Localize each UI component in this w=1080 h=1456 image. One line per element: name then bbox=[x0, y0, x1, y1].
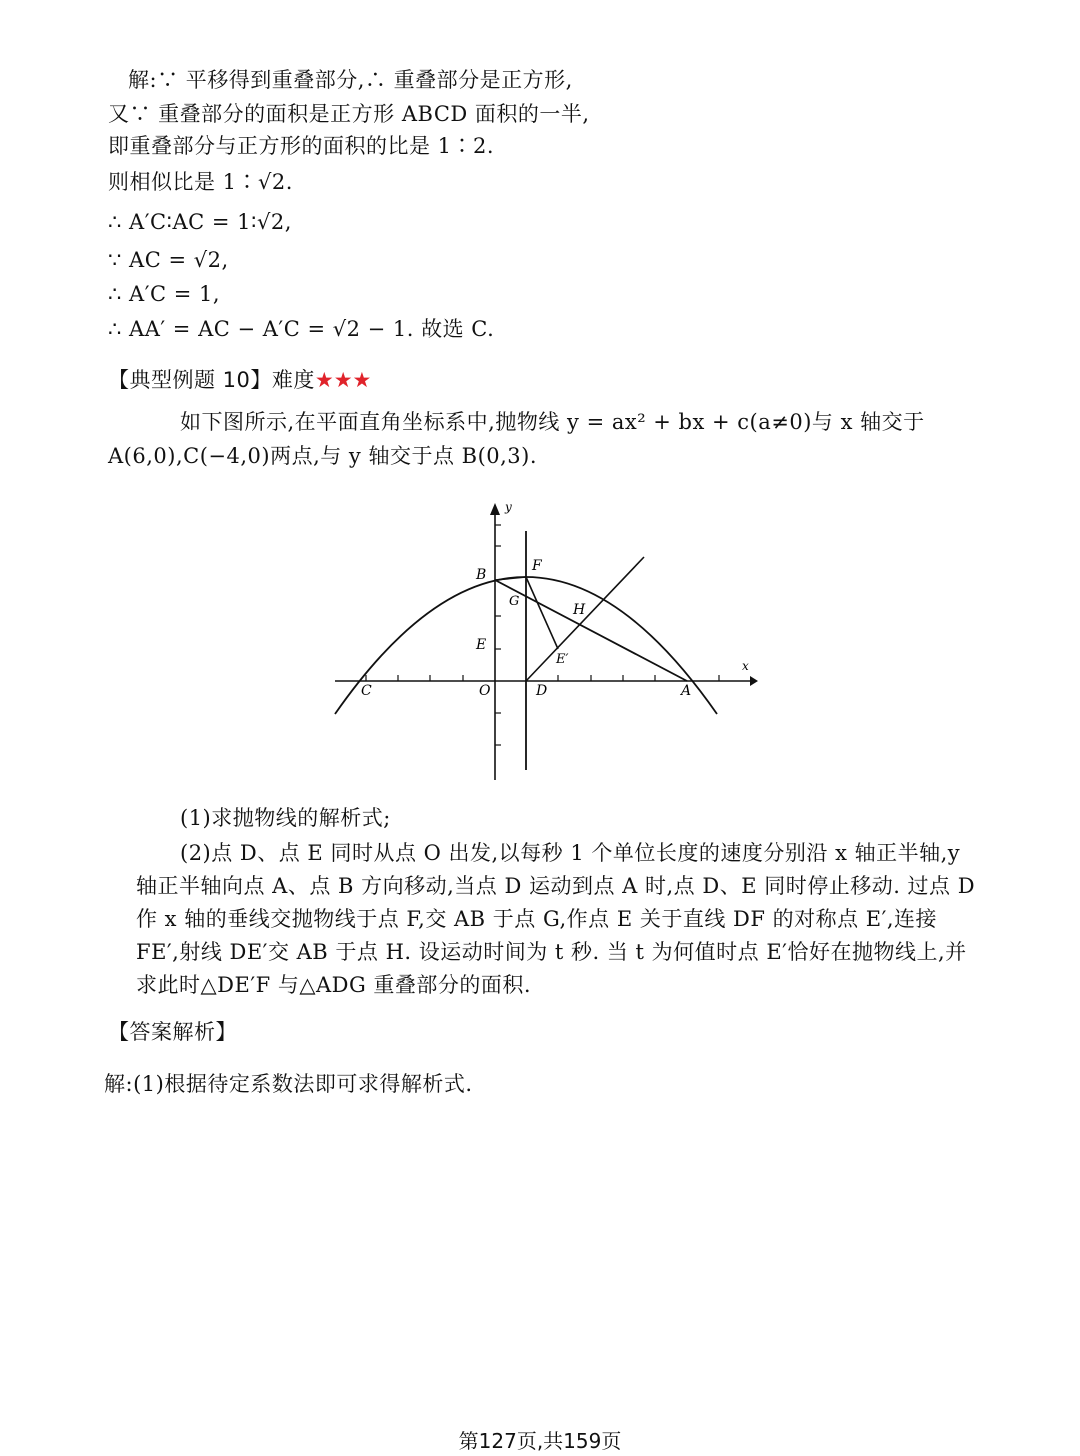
label-D: D bbox=[536, 683, 548, 699]
solution-line-4: 则相似比是 1∶√2. bbox=[108, 170, 293, 194]
label-E-prime: E′ bbox=[556, 652, 569, 667]
label-E: E bbox=[476, 637, 487, 653]
y-ticks bbox=[495, 525, 501, 745]
solution-line-8: ∴ AA′ = AC − A′C = √2 − 1. 故选 C. bbox=[108, 317, 495, 341]
label-x: x bbox=[742, 659, 749, 673]
answer-line-1: 解:(1)根据待定系数法即可求得解析式. bbox=[104, 1072, 473, 1096]
solution-line-1: 解:∵ 平移得到重叠部分,∴ 重叠部分是正方形, bbox=[128, 68, 573, 92]
question-1: (1)求抛物线的解析式; bbox=[180, 806, 391, 830]
solution-line-5: ∴ A′C∶AC = 1∶√2, bbox=[108, 210, 292, 234]
solution-line-6: ∵ AC = √2, bbox=[108, 248, 229, 272]
y-axis-arrow bbox=[490, 503, 500, 515]
question-2-line-1: (2)点 D、点 E 同时从点 O 出发,以每秒 1 个单位长度的速度分别沿 x 轴正半轴,y bbox=[180, 841, 961, 865]
segment-FE-prime bbox=[526, 577, 558, 649]
label-y: y bbox=[505, 500, 512, 514]
label-C: C bbox=[361, 683, 372, 699]
label-O: O bbox=[479, 683, 491, 699]
question-2-line-4: FE′,射线 DE′交 AB 于点 H. 设运动时间为 t 秒. 当 t 为何值时点 E′恰好在抛物线上,并 bbox=[136, 940, 967, 964]
solution-line-2: 又∵ 重叠部分的面积是正方形 ABCD 面积的一半, bbox=[108, 102, 590, 126]
ray-DE-prime bbox=[526, 557, 644, 681]
difficulty-stars: ★★★ bbox=[314, 368, 372, 392]
segment-AB bbox=[495, 580, 687, 681]
label-B: B bbox=[476, 567, 487, 583]
label-F: F bbox=[532, 558, 542, 574]
x-ticks bbox=[366, 675, 719, 681]
example-heading-text: 【典型例题 10】难度 bbox=[108, 368, 315, 392]
label-A: A bbox=[681, 683, 692, 699]
coordinate-figure bbox=[330, 495, 760, 785]
solution-line-7: ∴ A′C = 1, bbox=[108, 282, 221, 306]
problem-line-1: 如下图所示,在平面直角坐标系中,抛物线 y = ax² + bx + c(a≠0)与 x 轴交于 bbox=[180, 410, 925, 434]
question-2-line-2: 轴正半轴向点 A、点 B 方向移动,当点 D 运动到点 A 时,点 D、E 同时停止移动. 过点 D bbox=[136, 874, 976, 898]
example-heading bbox=[108, 366, 371, 394]
page-footer: 第127页,共159页 bbox=[458, 1429, 622, 1453]
label-H: H bbox=[573, 602, 586, 618]
x-axis-arrow bbox=[750, 676, 758, 686]
answer-heading: 【答案解析】 bbox=[108, 1020, 237, 1044]
solution-line-3: 即重叠部分与正方形的面积的比是 1∶2. bbox=[108, 134, 495, 158]
question-2-line-5: 求此时△DE′F 与△ADG 重叠部分的面积. bbox=[136, 973, 532, 997]
label-G: G bbox=[509, 594, 520, 609]
problem-line-2: A(6,0),C(−4,0)两点,与 y 轴交于点 B(0,3). bbox=[108, 444, 538, 468]
question-2-line-3: 作 x 轴的垂线交抛物线于点 F,交 AB 于点 G,作点 E 关于直线 DF 的对称点 E′,连接 bbox=[136, 907, 938, 931]
